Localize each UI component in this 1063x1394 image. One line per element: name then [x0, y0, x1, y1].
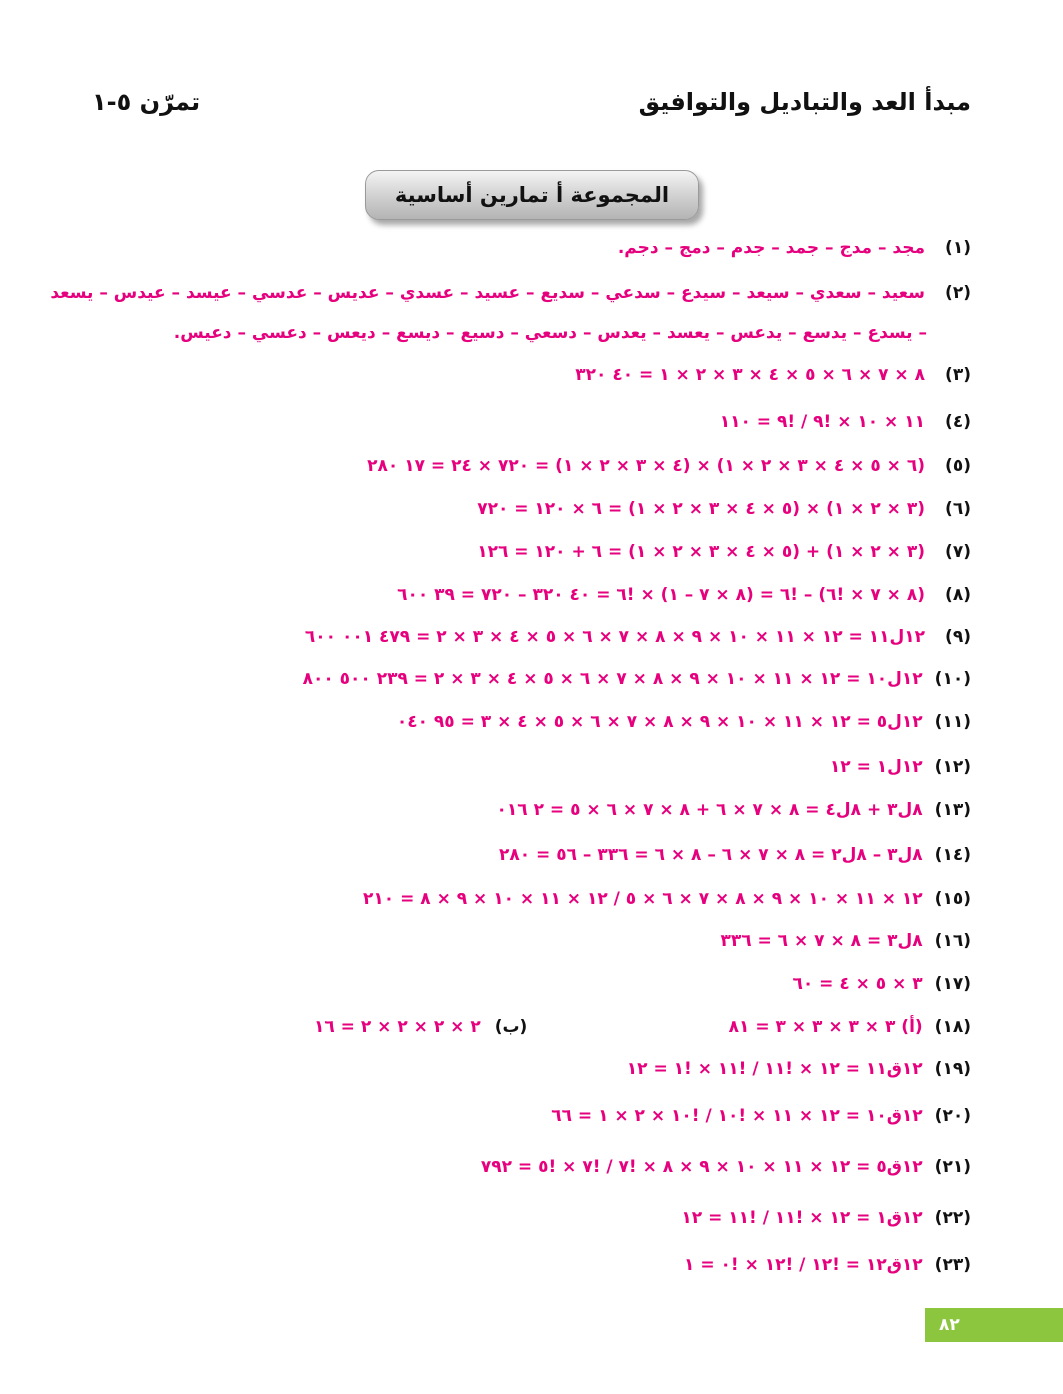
part-b-label: (ب) [494, 1017, 528, 1037]
exercise-part-b [314, 1012, 527, 1042]
exercise-answer: (أ) ٣ × ٣ × ٣ × ٣ = ٨١ [728, 1017, 923, 1037]
exercise-row [363, 884, 971, 914]
exercise-row [575, 360, 971, 390]
exercise-number: (٢٢) [934, 1208, 971, 1228]
exercise-answer: ١٢ × ١١ × ١٠ × ٩ × ٨ × ٧ × ٦ × ٥ / ١٢ × ١١ × ١٠ × ٩ × ٨ = ٢١٠ [363, 889, 923, 909]
exercise-number: (٩) [945, 627, 971, 647]
exercise-number: (١٦) [934, 931, 971, 951]
exercise-answer: (٣ × ٢ × ١) + (٥ × ٤ × ٣ × ٢ × ١) = ٦ + ١٢٠ = ١٢٦ [477, 542, 925, 562]
exercise-row [50, 278, 971, 308]
exercise-number: (٢) [945, 283, 971, 303]
exercise-number: (٢٣) [934, 1255, 971, 1275]
group-banner [365, 170, 699, 220]
group-title: المجموعة أ تمارين أساسية [394, 183, 670, 207]
exercise-number: (١٥) [934, 889, 971, 909]
exercise-answer: ٨ل٣ = ٨ × ٧ × ٦ = ٣٣٦ [720, 931, 923, 951]
exercise-number: (١٩) [934, 1059, 971, 1079]
exercise-number: (٨) [945, 585, 971, 605]
exercise-answer: (٣ × ٢ × ١) × (٥ × ٤ × ٣ × ٢ × ١) = ٦ × ١٢٠ = ٧٢٠ [477, 499, 925, 519]
exercise-row [367, 451, 971, 481]
exercise-answer: ١٢ق١٠ = ١٢ × ١١ × !١٠ / !١٠ × ٢ × ١ = ٦٦ [551, 1106, 923, 1126]
exercise-row [684, 1250, 971, 1280]
exercise-row [397, 580, 971, 610]
header-title: مبدأ العد والتباديل والتوافيق [638, 88, 971, 116]
exercise-number: (١٣) [934, 800, 971, 820]
exercise-answer: ١٢ق١١ = ١٢ × !١١ / !١١ × !١ = ١٢ [626, 1059, 923, 1079]
exercise-answer: (٦ × ٥ × ٤ × ٣ × ٢ × ١) × (٤ × ٣ × ٢ × ١) = ٧٢٠ × ٢٤ = ١٧ ٢٨٠ [367, 456, 925, 476]
exercise-number: (١٠) [934, 669, 971, 689]
header-exercise: تمرّن ٥-١ [92, 88, 201, 116]
exercise-number: (٢١) [934, 1157, 971, 1177]
exercise-number: (١٧) [934, 974, 971, 994]
part-b-answer: ٢ × ٢ × ٢ × ٢ = ١٦ [314, 1017, 481, 1037]
exercise-row [720, 926, 971, 956]
exercise-number: (٢٠) [934, 1106, 971, 1126]
exercise-row [720, 407, 971, 437]
exercise-number: (١) [945, 238, 971, 258]
exercise-row [481, 1152, 971, 1182]
exercise-number: (١٤) [934, 845, 971, 865]
exercise-answer: سعيد – سعدي – سيعد – سيدع – سدعي – سديع – عسيد – عسدي – عديس – عدسي – عيسد – عيدس – يسعد [50, 283, 925, 303]
exercise-row [477, 494, 971, 524]
exercise-number: (٧) [945, 542, 971, 562]
page-number-tab [925, 1308, 1063, 1342]
exercise-answer: ١٢ل١ = ١٢ [829, 757, 923, 777]
page-number: ٨٢ [939, 1315, 960, 1335]
exercise-number: (٥) [945, 456, 971, 476]
exercise-answer-continued: – يسدع – يدسع – يدعس – يعسد – يعدس – دسعي – دسيع – ديسع – ديعس – دعسي – دعيس. [173, 323, 927, 343]
exercise-number: (١٢) [934, 757, 971, 777]
exercise-number: (١١) [934, 712, 971, 732]
exercise-row [681, 1203, 971, 1233]
exercise-number: (٦) [945, 499, 971, 519]
exercise-answer: مجد – مدج – جمد – جدم – دمج – دجم. [617, 238, 925, 258]
exercise-number: (٤) [945, 412, 971, 432]
exercise-number: (١٨) [934, 1017, 971, 1037]
exercise-row [627, 1054, 971, 1084]
exercise-row [729, 1012, 971, 1042]
exercise-answer: ١٢ل١١ = ١٢ × ١١ × ١٠ × ٩ × ٨ × ٧ × ٦ × ٥ × ٤ × ٣ × ٢ = ٤٧٩ ٠٠١ ٦٠٠ [304, 627, 925, 647]
exercise-row [477, 537, 971, 567]
exercise-answer: ١٢ق١ = ١٢ × !١١ / !١١ = ١٢ [681, 1208, 923, 1228]
exercise-number: (٣) [945, 365, 971, 385]
exercise-row [305, 622, 971, 652]
exercise-answer: ١٢ل١٠ = ١٢ × ١١ × ١٠ × ٩ × ٨ × ٧ × ٦ × ٥ × ٤ × ٣ × ٢ = ٢٣٩ ٥٠٠ ٨٠٠ [302, 669, 923, 689]
exercise-answer: ١١ × ١٠ × !٩ / !٩ = ١١٠ [719, 412, 925, 432]
exercise-row [497, 795, 971, 825]
exercise-answer: ٣ × ٥ × ٤ = ٦٠ [792, 974, 923, 994]
exercise-row [792, 969, 971, 999]
exercise-answer: ٨ل٣ + ٨ل٤ = ٨ × ٧ × ٦ + ٨ × ٧ × ٦ × ٥ = ٢ ٠١٦ [496, 800, 923, 820]
exercise-row [618, 233, 971, 263]
exercise-answer: ٨ل٣ – ٨ل٢ = ٨ × ٧ × ٦ – ٨ × ٦ = ٣٣٦ – ٥٦ = ٢٨٠ [498, 845, 923, 865]
exercise-row [397, 707, 971, 737]
exercise-row [499, 840, 971, 870]
exercise-answer: ١٢ق٥ = ١٢ × ١١ × ١٠ × ٩ × ٨ × !٧ / !٧ × !٥ = ٧٩٢ [480, 1157, 923, 1177]
exercise-answer: ١٢ق١٢ = !١٢ / !١٢ × !٠ = ١ [684, 1255, 923, 1275]
exercise-row [551, 1101, 971, 1131]
exercise-row [830, 752, 971, 782]
exercise-answer: ١٢ل٥ = ١٢ × ١١ × ١٠ × ٩ × ٨ × ٧ × ٦ × ٥ × ٤ × ٣ = ٩٥ ٠٤٠ [396, 712, 923, 732]
exercise-row [303, 664, 971, 694]
exercise-answer: ٨ × ٧ × ٦ × ٥ × ٤ × ٣ × ٢ × ١ = ٤٠ ٣٢٠ [575, 365, 925, 385]
exercise-answer: (٨ × ٧ × !٦) – !٦ = (٨ × ٧ – ١) × !٦ = ٤٠ ٣٢٠ – ٧٢٠ = ٣٩ ٦٠٠ [397, 585, 925, 605]
